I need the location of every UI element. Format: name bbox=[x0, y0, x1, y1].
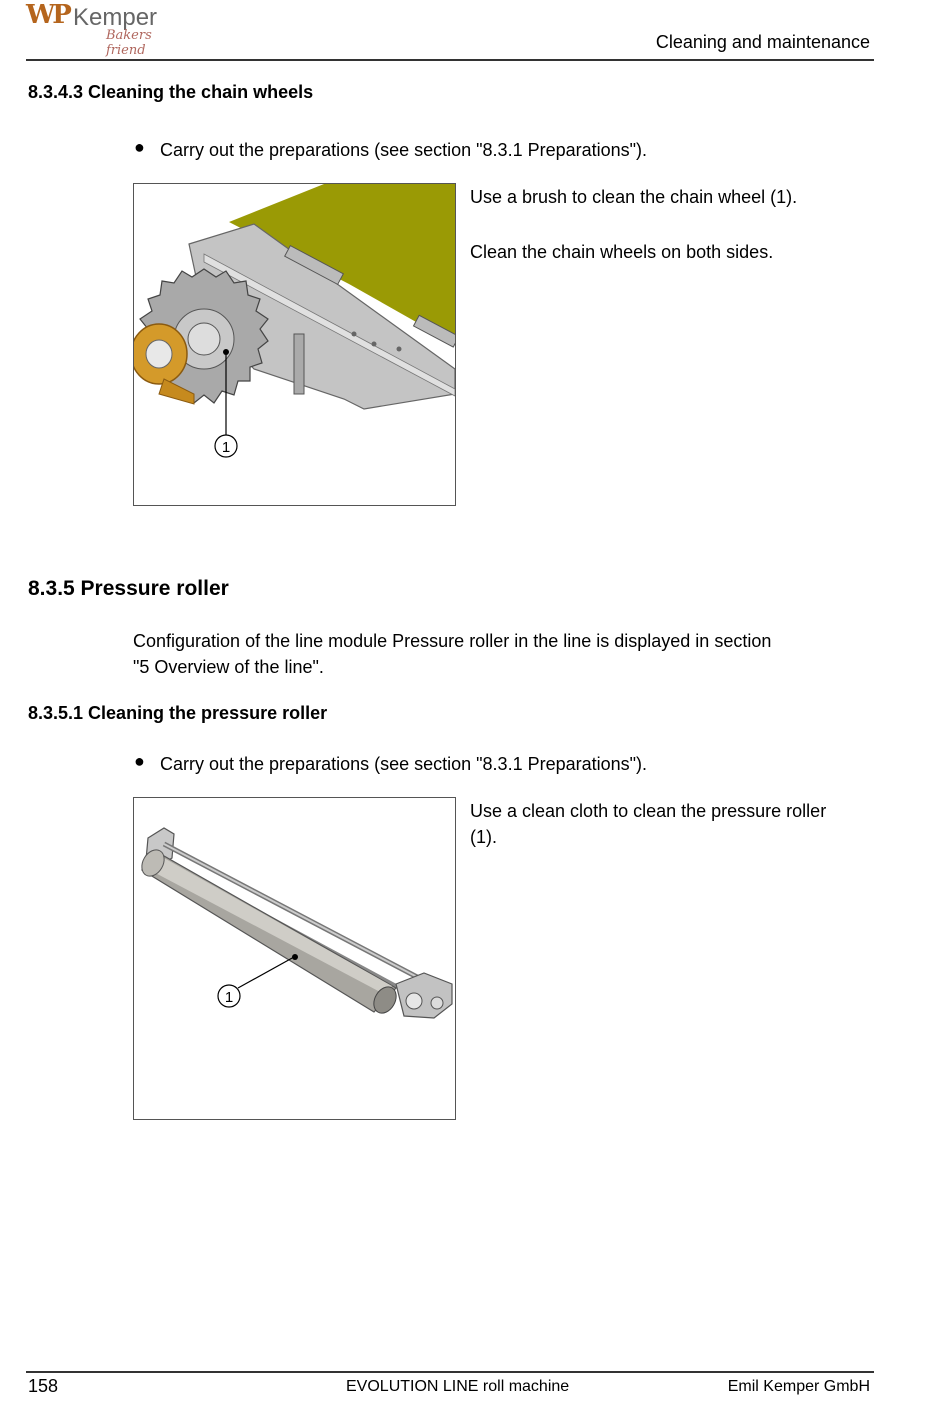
bolt-hole bbox=[372, 342, 377, 347]
intro-line-1: Configuration of the line module Pressure roller in the line is displayed in section bbox=[133, 631, 772, 651]
instruction-both-sides: Clean the chain wheels on both sides. bbox=[470, 242, 774, 262]
instruction-cloth-line-1: Use a clean cloth to clean the pressure roller bbox=[470, 801, 827, 821]
bullet-text-preparations-1: Carry out the preparations (see section "8.3.1 Preparations"). bbox=[160, 140, 648, 160]
bolt-hole bbox=[397, 347, 402, 352]
instruction-brush: Use a brush to clean the chain wheel (1). bbox=[470, 187, 798, 207]
intro-line-2: "5 Overview of the line". bbox=[133, 657, 324, 677]
page-number: 158 bbox=[28, 1376, 59, 1396]
callout-leader-line bbox=[238, 957, 294, 988]
pressure-roller-illustration bbox=[134, 798, 455, 1119]
header-rule bbox=[26, 59, 874, 61]
callout-dot bbox=[292, 954, 298, 960]
roller bbox=[137, 846, 400, 1017]
callout-number: 1 bbox=[224, 989, 234, 1006]
callout-number: 1 bbox=[221, 439, 231, 456]
footer-doc-title: EVOLUTION LINE roll machine bbox=[346, 1378, 570, 1395]
heading-pressure-roller: 8.3.5 Pressure roller bbox=[28, 577, 229, 600]
right-bracket bbox=[396, 973, 452, 1018]
footer-company: Emil Kemper GmbH bbox=[727, 1378, 870, 1395]
company-logo bbox=[26, 0, 186, 58]
chain-wheel-illustration bbox=[134, 184, 455, 505]
bullet-icon: ● bbox=[134, 751, 145, 771]
figure-pressure-roller bbox=[133, 797, 456, 1120]
tension-rod bbox=[294, 334, 304, 394]
logo-name: Kemper bbox=[73, 4, 158, 31]
header-section-title: Cleaning and maintenance bbox=[655, 32, 870, 52]
instruction-cloth-line-2: (1). bbox=[470, 827, 497, 847]
callout-dot bbox=[223, 349, 229, 355]
footer-rule bbox=[26, 1371, 874, 1373]
logo-mark: WP bbox=[26, 0, 69, 30]
bullet-icon: ● bbox=[134, 137, 145, 157]
bullet-text-preparations-2: Carry out the preparations (see section "8.3.1 Preparations"). bbox=[160, 754, 648, 774]
heading-cleaning-pressure-roller: 8.3.5.1 Cleaning the pressure roller bbox=[28, 703, 328, 723]
bolt-hole bbox=[352, 332, 357, 337]
figure-chain-wheel bbox=[133, 183, 456, 506]
logo-tagline: Bakers friend bbox=[106, 28, 152, 58]
heading-cleaning-chain-wheels: 8.3.4.3 Cleaning the chain wheels bbox=[28, 82, 314, 102]
